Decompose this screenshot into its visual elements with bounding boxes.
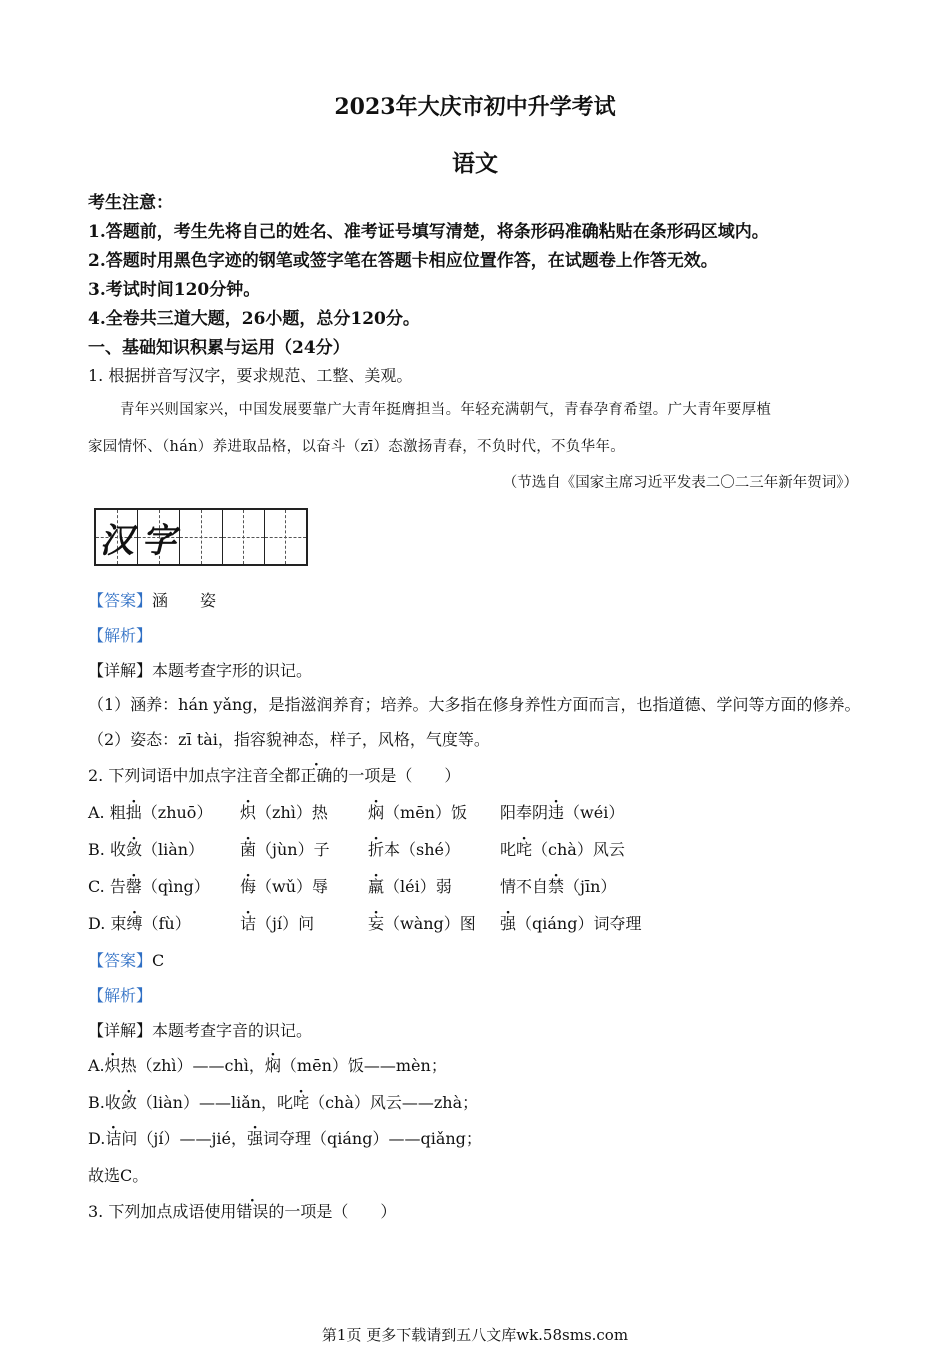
option-d-term: [500, 913, 641, 935]
term-dot-char: 诘: [240, 914, 257, 933]
answer-label: 【答案】: [88, 951, 153, 970]
option-d-term: [240, 913, 314, 935]
option-label: B.: [88, 840, 110, 859]
term-dot-char: 折: [368, 840, 385, 859]
note-text: 问（jí）——jié，: [121, 1129, 247, 1148]
note-dot-char: 咤: [293, 1093, 310, 1112]
option-c-term: [368, 876, 452, 898]
option-a-term: [240, 802, 328, 824]
term-prefix: 叱: [500, 840, 517, 859]
option-a-term: [88, 802, 212, 824]
notice-item-4: 4.全卷共三道大题，26小题，总分120分。: [88, 309, 420, 329]
q1-answer: [88, 590, 216, 612]
term-dot-char: 敛: [125, 840, 142, 859]
answer-text: C: [152, 951, 165, 970]
term-suffix: （jùn）子: [256, 840, 330, 859]
term-dot-char: 缚: [126, 914, 143, 933]
q2-note-b: [88, 1092, 478, 1114]
option-b-term: [240, 839, 330, 861]
term-dot-char: 禁: [548, 877, 565, 896]
term-prefix: 阳奉阴: [500, 803, 549, 822]
note-text: （mēn）饭——mèn；: [280, 1056, 447, 1075]
q1-stem: 1. 根据拼音写汉字，要求规范、工整、美观。: [88, 366, 413, 385]
q2-analysis-label: 【解析】: [88, 986, 153, 1005]
option-label: D.: [88, 914, 111, 933]
grid-cell: [265, 510, 306, 564]
option-label: A.: [88, 803, 110, 822]
note-dot-char: 焖: [264, 1056, 281, 1075]
term-suffix: （wàng）图: [384, 914, 476, 933]
note-text: B.收: [88, 1093, 121, 1112]
note-text: 热（zhì）——chì，: [120, 1056, 265, 1075]
notice-item-2: 2.答题时用黑色字迹的钢笔或签字笔在答题卡相应位置作答，在试题卷上作答无效。: [88, 251, 718, 271]
section-heading: 一、基础知识积累与运用（24分）: [88, 338, 350, 358]
q1-note-1: （1）涵养：hán yǎng，是指滋润养育；培养。大多指在修身养性方面而言，也指道德、学问等方面的修养。: [88, 695, 861, 714]
term-suffix: （fù）: [142, 914, 191, 933]
term-suffix: （wéi）: [564, 803, 625, 822]
option-c-term: [500, 876, 616, 898]
q2-stem: [88, 765, 460, 787]
grid-char: 汉: [99, 520, 134, 561]
term-dot-char: 拙: [125, 803, 142, 822]
term-prefix: 粗: [109, 803, 126, 822]
term-suffix: （mēn）饭: [384, 803, 467, 822]
notice-heading: 考生注意：: [88, 193, 173, 213]
q2-stem-text: 2. 下列词语中加点字注音全都: [88, 766, 301, 785]
exam-title: 2023年大庆市初中升学考试: [334, 94, 616, 120]
term-suffix: （zhì）热: [256, 803, 328, 822]
notice-item-3: 3.考试时间120分钟。: [88, 280, 261, 300]
term-dot-char: 羸: [368, 877, 385, 896]
note-text: （liàn）——liǎn，叱: [136, 1093, 294, 1112]
character-grid: [94, 508, 308, 566]
note-dot-char: 敛: [120, 1093, 137, 1112]
note-text: D.: [88, 1129, 106, 1148]
q1-detail: 【详解】本题考查字形的识记。: [88, 661, 313, 680]
term-suffix: （wǔ）辱: [256, 877, 329, 896]
page-footer: 第1页 更多下载请到五八文库wk.58sms.com: [321, 1326, 629, 1344]
option-b-term: [88, 839, 204, 861]
term-dot-char: 罄: [125, 877, 142, 896]
option-b-term: [500, 839, 625, 861]
grid-cell: [180, 510, 222, 564]
term-dot-char: 炽: [240, 803, 257, 822]
term-prefix: 情不自: [500, 877, 549, 896]
q2-note-d: [88, 1128, 482, 1150]
option-label: C.: [88, 877, 110, 896]
note-dot-char: 诘: [105, 1129, 122, 1148]
answer-text: 涵 姿: [152, 591, 217, 610]
option-c-term: [88, 876, 210, 898]
option-c-term: [240, 876, 328, 898]
q3-stem-text: 3. 下列加点成语使用: [88, 1202, 237, 1221]
term-dot-char: 菌: [240, 840, 257, 859]
term-suffix: （zhuō）: [141, 803, 213, 822]
term-dot-char: 妄: [368, 914, 385, 933]
term-suffix: （qiáng）词夺理: [516, 914, 642, 933]
q2-stem-emphasis: 正确: [300, 766, 333, 785]
subject-title: 语文: [452, 150, 498, 177]
answer-label: 【答案】: [88, 591, 153, 610]
grid-cell: [223, 510, 265, 564]
term-suffix: （chà）风云: [532, 840, 625, 859]
term-suffix: 本（shé）: [384, 840, 461, 859]
term-dot-char: 侮: [240, 877, 257, 896]
term-dot-char: 强: [500, 914, 517, 933]
q3-stem-emphasis: 错误: [236, 1202, 269, 1221]
note-text: 词夺理（qiáng）——qiǎng；: [263, 1129, 482, 1148]
note-dot-char: 强: [247, 1129, 264, 1148]
note-text: A.: [88, 1056, 105, 1075]
term-dot-char: 焖: [368, 803, 385, 822]
option-d-term: [88, 913, 191, 935]
term-suffix: （liàn）: [141, 840, 205, 859]
q1-passage-line-1: 青年兴则国家兴，中国发展要靠广大青年挺膺担当。年轻充满朝气，青春孕育希望。广大青年要厚植: [120, 402, 772, 418]
term-dot-char: 咤: [516, 840, 533, 859]
grid-cell: [96, 510, 138, 564]
q2-note-a: [88, 1055, 447, 1077]
grid-cell: [138, 510, 180, 564]
term-suffix: （qìng）: [141, 877, 210, 896]
note-text: （chà）风云——zhà；: [309, 1093, 479, 1112]
q2-detail: 【详解】本题考查字音的识记。: [88, 1021, 313, 1040]
option-a-term: [500, 802, 624, 824]
note-dot-char: 炽: [104, 1056, 121, 1075]
term-dot-char: 违: [548, 803, 565, 822]
term-suffix: （léi）弱: [384, 877, 452, 896]
term-suffix: （jí）问: [256, 914, 315, 933]
q3-stem: [88, 1201, 396, 1223]
q1-source: （节选自《国家主席习近平发表二〇二三年新年贺词》）: [502, 475, 858, 491]
q3-stem-text: 的一项是（ ）: [268, 1202, 397, 1221]
notice-item-1: 1.答题前，考生先将自己的姓名、准考证号填写清楚，将条形码准确粘贴在条形码区域内。: [88, 222, 769, 242]
term-prefix: 告: [109, 877, 126, 896]
option-b-term: [368, 839, 460, 861]
grid-char: 字: [141, 520, 176, 561]
q1-passage-line-2: 家园情怀、（hán）养进取品格，以奋斗（zī）态激扬青春，不负时代，不负华年。: [88, 439, 626, 455]
option-d-term: [368, 913, 476, 935]
q2-conclusion: 故选C。: [88, 1166, 149, 1185]
q2-answer: [88, 950, 164, 972]
q1-note-2: （2）姿态：zī tài，指容貌神态，样子，风格，气度等。: [88, 730, 490, 749]
q2-stem-text: 的一项是（ ）: [332, 766, 461, 785]
option-a-term: [368, 802, 467, 824]
q1-analysis-label: 【解析】: [88, 626, 153, 645]
term-prefix: 束: [110, 914, 127, 933]
term-suffix: （jīn）: [564, 877, 617, 896]
term-prefix: 收: [109, 840, 126, 859]
